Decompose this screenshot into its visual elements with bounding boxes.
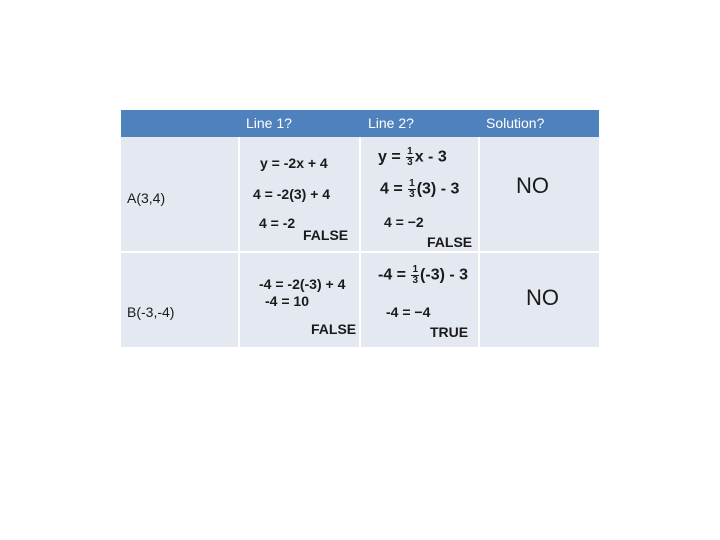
line1-equation: y = -2x + 4 <box>260 155 328 171</box>
header-solution: Solution? <box>486 115 545 131</box>
table-header <box>121 110 599 137</box>
line1-result-b: -4 = 10 <box>265 293 309 309</box>
fraction-denominator: 3 <box>412 275 419 286</box>
line2-result-b: -4 = −4 <box>386 304 431 320</box>
fraction-numerator: 1 <box>412 264 419 275</box>
fraction-numerator: 1 <box>407 146 413 157</box>
line1-result-a: 4 = -2 <box>259 215 296 231</box>
point-b: B(-3,-4) <box>127 304 175 320</box>
line2-eq-right: x - 3 <box>414 148 447 166</box>
header-line2: Line 2? <box>368 115 414 131</box>
fraction-numerator: 1 <box>409 178 415 189</box>
solution-a: NO <box>516 173 549 198</box>
fraction-one-third <box>411 265 419 286</box>
column-divider <box>238 137 240 347</box>
solution-b: NO <box>526 285 559 310</box>
line2-sub-right: (3) - 3 <box>416 180 460 198</box>
solution-check-table <box>121 110 599 347</box>
fraction-denominator: 3 <box>409 189 415 200</box>
line2-sub-left: 4 = <box>380 180 408 198</box>
line2-result-a: 4 = −2 <box>384 214 424 230</box>
line1-substitution-a: 4 = -2(3) + 4 <box>253 186 331 202</box>
fraction-one-third <box>408 179 416 200</box>
header-line1: Line 1? <box>246 115 292 131</box>
line2-substitution-a <box>380 179 459 200</box>
column-divider <box>478 137 480 347</box>
column-divider <box>359 137 361 347</box>
line1-verdict-a: FALSE <box>303 227 349 243</box>
point-a: A(3,4) <box>127 190 166 206</box>
line2-substitution-b <box>378 265 468 286</box>
line1-verdict-b: FALSE <box>311 321 357 337</box>
line1-substitution-b: -4 = -2(-3) + 4 <box>259 276 346 292</box>
fraction-one-third <box>406 147 414 168</box>
line2-sub-right: (-3) - 3 <box>420 266 469 284</box>
line2-verdict-b: TRUE <box>430 324 469 340</box>
line2-verdict-a: FALSE <box>427 234 473 250</box>
line2-sub-left: -4 = <box>378 266 411 284</box>
line2-eq-left: y = <box>378 148 406 166</box>
fraction-denominator: 3 <box>407 157 413 168</box>
line2-equation <box>378 147 447 168</box>
